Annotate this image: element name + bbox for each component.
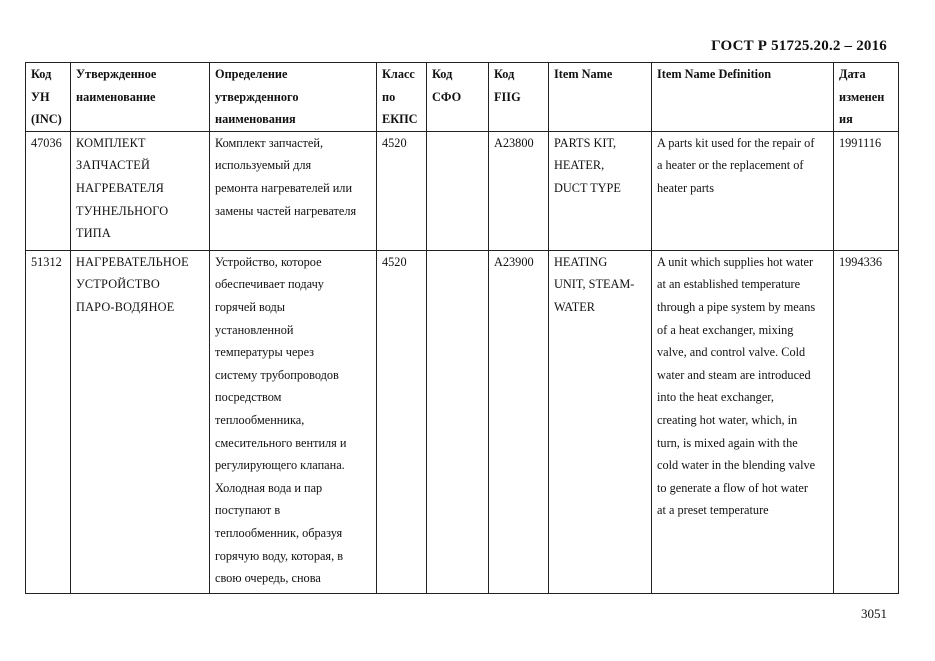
cell-change-date: 1994336 — [834, 250, 899, 593]
cell-sfo-code — [427, 250, 489, 593]
cell-approved-name: КОМПЛЕКТ ЗАПЧАСТЕЙ НАГРЕВАТЕЛЯ ТУННЕЛЬНОГО ТИПА — [71, 131, 210, 250]
nomenclature-table — [25, 62, 899, 594]
column-header-item-name: Item Name — [549, 63, 652, 132]
column-header-definition-ru: Определение утвержденного наименования — [210, 63, 377, 132]
column-header-inc: Код УН (INC) — [26, 63, 71, 132]
column-header-change-date: Дата изменен ия — [834, 63, 899, 132]
column-header-item-definition: Item Name Definition — [652, 63, 834, 132]
cell-ekps-class: 4520 — [377, 131, 427, 250]
table-row — [26, 250, 899, 593]
cell-item-name: PARTS KIT, HEATER, DUCT TYPE — [549, 131, 652, 250]
column-header-approved-name: Утвержденное наименование — [71, 63, 210, 132]
cell-inc: 51312 — [26, 250, 71, 593]
cell-item-name: HEATING UNIT, STEAM- WATER — [549, 250, 652, 593]
cell-ekps-class: 4520 — [377, 250, 427, 593]
column-header-ekps-class: Класс по ЕКПС — [377, 63, 427, 132]
cell-fiig-code: A23900 — [489, 250, 549, 593]
cell-inc: 47036 — [26, 131, 71, 250]
table-row — [26, 131, 899, 250]
cell-sfo-code — [427, 131, 489, 250]
column-header-sfo-code: Код СФО — [427, 63, 489, 132]
cell-change-date: 1991116 — [834, 131, 899, 250]
cell-item-definition: A unit which supplies hot water at an established temperature through a pipe system by means of a heat exchanger, mixing valve, and control valve. Cold water and steam are introduced into the heat exchanger, creating hot water, which, in turn, is mixed again with the cold water in the blending valve to generate a flow of hot water at a preset temperature — [652, 250, 834, 593]
cell-definition-ru: Комплект запчастей, используемый для ремонта нагревателей или замены частей нагревателя — [210, 131, 377, 250]
table-header-row — [26, 63, 899, 132]
cell-item-definition: A parts kit used for the repair of a heater or the replacement of heater parts — [652, 131, 834, 250]
document-header: ГОСТ Р 51725.20.2 – 2016 — [711, 38, 887, 54]
page-number: 3051 — [861, 606, 887, 621]
cell-definition-ru: Устройство, которое обеспечивает подачу горячей воды установленной температуры через систему трубопроводов посредством теплообменника, смесительного вентиля и регулирующего клапана. Холодная вода и пар поступают в теплообменник, образуя горячую воду, которая, в свою очередь, снова — [210, 250, 377, 593]
cell-fiig-code: A23800 — [489, 131, 549, 250]
column-header-fiig-code: Код FIIG — [489, 63, 549, 132]
cell-approved-name: НАГРЕВАТЕЛЬНОЕ УСТРОЙСТВО ПАРО-ВОДЯНОЕ — [71, 250, 210, 593]
